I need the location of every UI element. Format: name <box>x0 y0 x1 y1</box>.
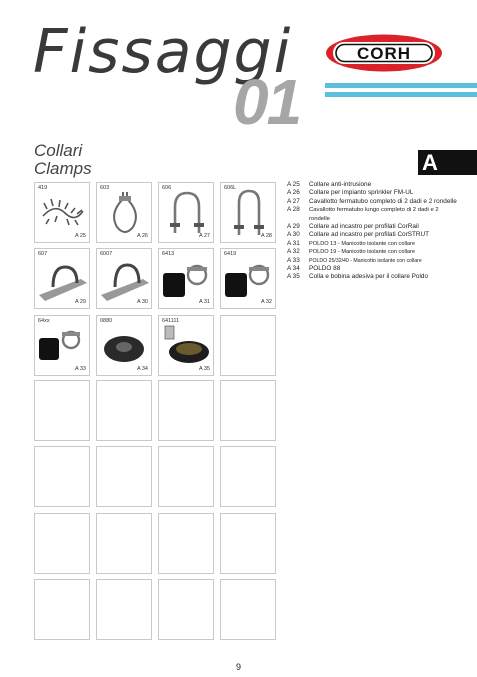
product-ref: A 26 <box>136 233 148 239</box>
list-ref: A 31 <box>287 239 300 247</box>
product-code: 603 <box>100 185 110 191</box>
list-text: POLDO 88 <box>309 265 341 273</box>
product-tile[interactable] <box>34 248 90 309</box>
empty-tile <box>220 315 276 376</box>
empty-tile <box>34 513 90 574</box>
product-ref: A 34 <box>136 366 148 372</box>
product-ref: A 27 <box>198 233 210 239</box>
product-tile[interactable] <box>220 248 276 309</box>
empty-tile <box>96 446 152 507</box>
list-text: Cavallotto fermatubo lungo completo di 2 dadi e 2 rondelle <box>309 207 439 222</box>
list-ref: A 28 <box>287 206 300 214</box>
product-tile[interactable] <box>96 182 152 243</box>
empty-tile <box>158 513 214 574</box>
empty-tile <box>220 513 276 574</box>
empty-tile <box>34 446 90 507</box>
accent-stripes <box>325 83 477 99</box>
list-item <box>287 181 457 189</box>
product-tile[interactable] <box>96 315 152 376</box>
empty-tile <box>158 380 214 441</box>
product-tile[interactable] <box>220 182 276 243</box>
empty-tile <box>96 380 152 441</box>
product-code: 6413 <box>162 251 175 257</box>
list-ref: A 34 <box>287 265 300 273</box>
list-ref: A 30 <box>287 231 300 239</box>
product-list <box>287 181 457 282</box>
list-text: Collare per impianto sprinkler FM-UL <box>309 189 414 197</box>
list-item <box>287 189 457 197</box>
list-item <box>287 273 457 281</box>
empty-tile <box>34 579 90 640</box>
product-code: 607 <box>38 251 48 257</box>
product-tile[interactable] <box>158 248 214 309</box>
list-item <box>287 257 457 265</box>
product-code: 419 <box>38 185 48 191</box>
page-number: 9 <box>235 662 241 672</box>
product-ref: A 30 <box>136 299 148 305</box>
page-title: Fissaggi <box>33 17 293 87</box>
list-ref: A 26 <box>287 189 300 197</box>
empty-tile <box>96 579 152 640</box>
section-title-it: Collari <box>34 141 83 160</box>
list-ref: A 29 <box>287 223 300 231</box>
list-item <box>287 265 457 273</box>
product-code: 6419 <box>224 251 237 257</box>
list-text: Colla e bobina adesiva per il collare Poldo <box>309 273 429 281</box>
section-title-en: Clamps <box>34 159 92 178</box>
product-ref: A 28 <box>260 233 272 239</box>
list-item <box>287 231 457 239</box>
empty-tile <box>158 579 214 640</box>
list-ref: A 27 <box>287 197 300 205</box>
empty-tile <box>220 579 276 640</box>
product-ref: A 33 <box>74 366 86 372</box>
product-tile[interactable] <box>158 315 214 376</box>
product-ref: A 31 <box>198 299 210 305</box>
product-ref: A 29 <box>74 299 86 305</box>
product-code: 6007 <box>100 251 113 257</box>
list-text: POLDO 13 - Manicotto isolante con collare <box>309 240 416 247</box>
product-code: 0880 <box>100 318 113 324</box>
product-ref: A 35 <box>198 366 210 372</box>
product-code: 606L <box>224 185 237 191</box>
empty-tile <box>220 446 276 507</box>
list-text: Cavallotto fermatubo completo di 2 dadi e 2 rondelle <box>309 197 457 205</box>
product-tile[interactable] <box>34 182 90 243</box>
list-item <box>287 198 457 206</box>
list-text: Collare anti-intrusione <box>309 181 372 188</box>
empty-tile <box>96 513 152 574</box>
product-tile[interactable] <box>34 315 90 376</box>
corh-logo <box>325 34 443 72</box>
list-text: Collare ad incastro per profilati CorSTRUT <box>309 231 430 239</box>
product-code: 64xx <box>38 318 50 324</box>
product-code: 606 <box>162 185 172 191</box>
list-item <box>287 223 457 231</box>
product-ref: A 25 <box>74 233 86 239</box>
logo-text: CORH <box>356 44 412 63</box>
list-item <box>287 206 457 223</box>
product-tile[interactable] <box>96 248 152 309</box>
list-ref: A 25 <box>287 181 300 188</box>
list-ref: A 35 <box>287 273 300 281</box>
list-ref: A 32 <box>287 248 300 256</box>
product-tile[interactable] <box>158 182 214 243</box>
product-code: 641111 <box>162 318 180 324</box>
list-item <box>287 248 457 256</box>
list-item <box>287 240 457 248</box>
empty-tile <box>220 380 276 441</box>
chapter-number: 01 <box>233 66 301 138</box>
empty-tile <box>158 446 214 507</box>
list-ref: A 33 <box>287 256 300 264</box>
empty-tile <box>34 380 90 441</box>
list-text: Collare ad incastro per profilati CorRail <box>309 223 419 231</box>
list-text: POLDO 19 - Manicotto isolante con collare <box>309 249 416 256</box>
product-ref: A 32 <box>260 299 272 305</box>
section-letter-badge: A <box>418 150 477 175</box>
list-text: POLDO 25/32/40 - Manicotto isolante con collare <box>309 257 422 264</box>
